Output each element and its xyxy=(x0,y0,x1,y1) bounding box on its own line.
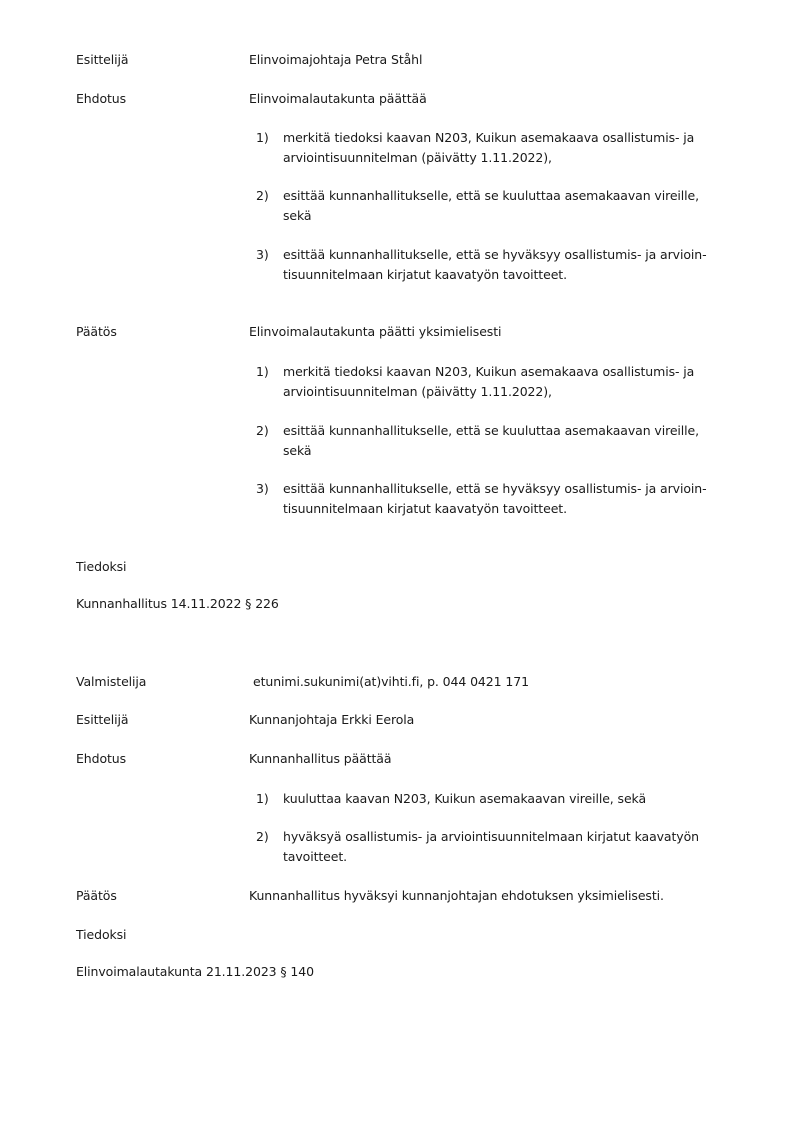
esittelija-label: Esittelijä xyxy=(76,52,129,67)
list-item-number: 2) xyxy=(256,829,269,844)
list-item-number: 1) xyxy=(256,130,269,145)
paatos-label: Päätös xyxy=(76,888,117,903)
esittelija-row xyxy=(76,50,734,70)
list-item-text: esittää kunnanhallitukselle, että se kuuluttaa asemakaavan vireille, sekä xyxy=(283,423,700,458)
ehdotus-value: Kunnanhallitus päättää xyxy=(249,751,392,766)
list-item-number: 2) xyxy=(256,423,269,438)
paatos-value: Elinvoimalautakunta päätti yksimielisesti xyxy=(249,324,502,339)
paatos-label: Päätös xyxy=(76,324,117,339)
list-item-text: hyväksyä osallistumis- ja arviointisuunnitelmaan kirjatut kaavatyön tavoitteet. xyxy=(283,829,699,864)
list-item-text: merkitä tiedoksi kaavan N203, Kuikun asemakaava osallistumis- ja arviointisuunnitelman (päivätty 1.11.2022), xyxy=(283,364,695,399)
tiedoksi-label: Tiedoksi xyxy=(76,559,127,574)
esittelija-row xyxy=(76,710,734,730)
section-heading: Elinvoimalautakunta 21.11.2023 § 140 xyxy=(76,964,314,979)
list-item-number: 1) xyxy=(256,364,269,379)
paatos-row xyxy=(76,886,734,906)
tiedoksi-label: Tiedoksi xyxy=(76,927,127,942)
ehdotus-label: Ehdotus xyxy=(76,751,127,766)
valmistelija-row xyxy=(76,672,734,692)
list-item-text: esittää kunnanhallitukselle, että se hyväksyy osallistumis- ja arvioin- tisuunnitelmaan kirjatut kaavatyön tavoitteet. xyxy=(283,247,707,282)
ehdotus-label: Ehdotus xyxy=(76,91,127,106)
list-item-text: esittää kunnanhallitukselle, että se hyväksyy osallistumis- ja arvioin- tisuunnitelmaan kirjatut kaavatyön tavoitteet. xyxy=(283,481,707,516)
esittelija-value: Kunnanjohtaja Erkki Eerola xyxy=(249,712,415,727)
esittelija-label: Esittelijä xyxy=(76,712,129,727)
section-heading: Kunnanhallitus 14.11.2022 § 226 xyxy=(76,596,279,611)
valmistelija-value: etunimi.sukunimi(at)vihti.fi, p. 044 0421 171 xyxy=(253,674,529,689)
esittelija-value: Elinvoimajohtaja Petra Ståhl xyxy=(249,52,423,67)
list-item-number: 1) xyxy=(256,791,269,806)
list-item-number: 3) xyxy=(256,247,269,262)
list-item-number: 2) xyxy=(256,188,269,203)
list-item-text: kuuluttaa kaavan N203, Kuikun asemakaavan vireille, sekä xyxy=(283,791,647,806)
valmistelija-label: Valmistelija xyxy=(76,674,147,689)
paatos-row xyxy=(76,322,734,342)
ehdotus-value: Elinvoimalautakunta päättää xyxy=(249,91,427,106)
list-item-text: merkitä tiedoksi kaavan N203, Kuikun asemakaava osallistumis- ja arviointisuunnitelman (päivätty 1.11.2022), xyxy=(283,130,695,165)
list-item-number: 3) xyxy=(256,481,269,496)
ehdotus-row xyxy=(76,749,734,769)
list-item-text: esittää kunnanhallitukselle, että se kuuluttaa asemakaavan vireille, sekä xyxy=(283,188,700,223)
ehdotus-row xyxy=(76,89,734,109)
paatos-value: Kunnanhallitus hyväksyi kunnanjohtajan ehdotuksen yksimielisesti. xyxy=(249,888,664,903)
